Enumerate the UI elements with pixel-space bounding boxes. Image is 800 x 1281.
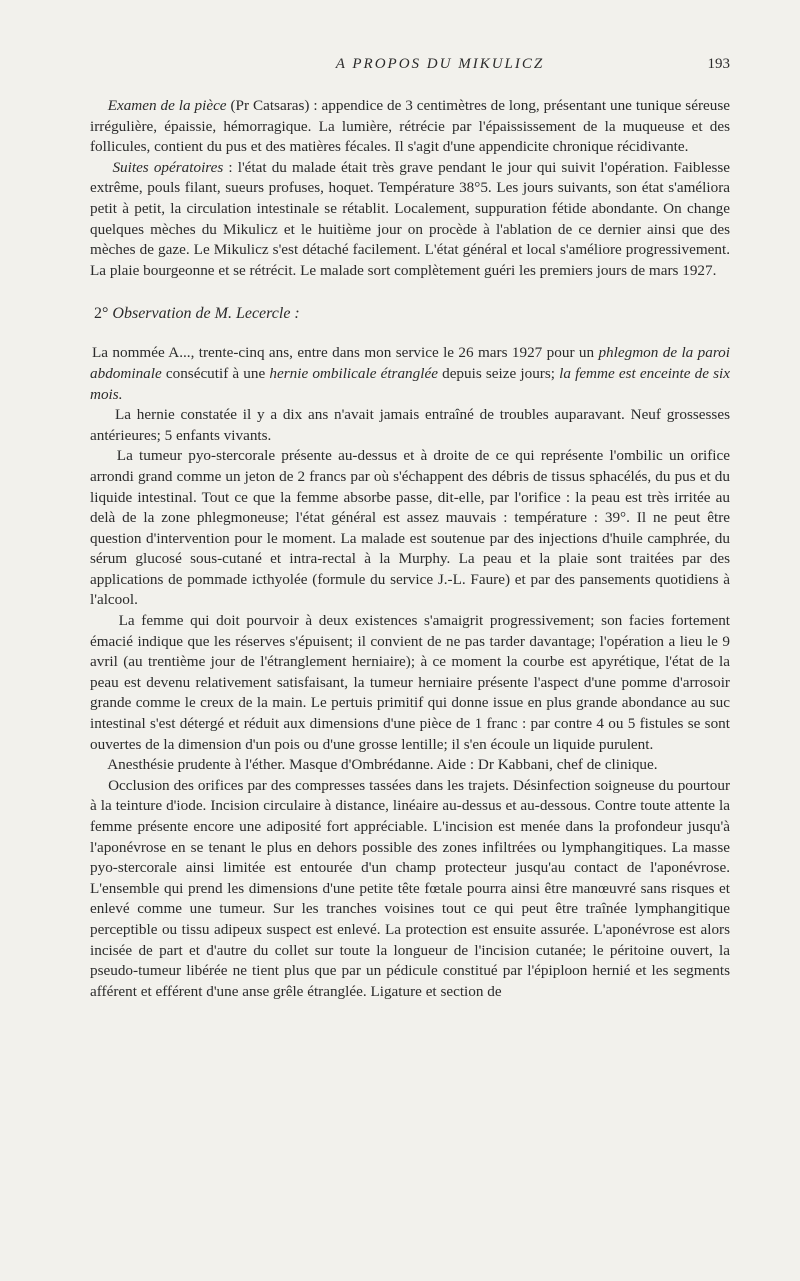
text-run-italic: phlegmon de la paroi abdominale bbox=[90, 344, 730, 382]
paragraph-occlusion bbox=[90, 776, 730, 1003]
paragraph-suites bbox=[90, 158, 730, 282]
text-run-italic: hernie ombilicale étranglée bbox=[269, 364, 438, 382]
paragraph-tumeur bbox=[90, 446, 730, 611]
paragraph-admission bbox=[90, 343, 730, 405]
heading-number: 2° bbox=[94, 305, 109, 323]
running-header bbox=[90, 56, 730, 82]
paragraph-text: Anesthésie prudente à l'éther. Masque d'Ombrédanne. Aide : Dr Kabbani, chef de clinique. bbox=[107, 756, 658, 774]
paragraph-lead: Examen de la pièce bbox=[107, 97, 227, 114]
text-run: La nommée A..., trente-cinq ans, entre dans mon service le 26 mars 1927 pour un bbox=[92, 344, 599, 362]
paragraph-anesthesie bbox=[90, 755, 730, 776]
text-run: depuis seize jours; bbox=[437, 364, 560, 382]
page-number: 193 bbox=[707, 56, 730, 72]
section-heading bbox=[90, 303, 730, 325]
paragraph-text: La hernie constatée il y a dix ans n'avait jamais entraîné de troubles auparavant. Neuf grossesses antérieures; 5 enfants vivants. bbox=[90, 406, 730, 444]
paragraph-text: (Pr Catsaras) : appendice de 3 centimètres de long, présentant une tunique séreuse irrégulière, épaissie, hémorragique. La lumière, rétrécie par l'épaississement de la muqueuse et des follicules, contient du pus et des matières fécales. Il s'agit d'une appendicite chronique récidivante. bbox=[90, 97, 730, 156]
paragraph-text: : l'état du malade était très grave pendant le jour qui suivit l'opération. Faiblesse extrême, pouls filant, sueurs profuses, hoquet. Température 38°5. Les jours suivants, son état s'améliora petit à petit, la circulation intestinale se rétablit. Localement, suppuration fétide abondante. On change quelques mèches du Mikulicz et le huitième jour on procède à l'ablation de ce dernier ainsi que des mèches de gaze. Le Mikulicz s'est détaché facilement. L'état général et local s'améliore progressivement. La plaie bourgeonne et se rétrécit. Le malade sort complètement guéri les premiers jours de mars 1927. bbox=[90, 158, 731, 279]
paragraph-lead: Suites opératoires bbox=[112, 158, 224, 176]
paragraph-text: La femme qui doit pourvoir à deux existences s'amaigrit progressivement; son facies fortement émacié indique que les réserves s'épuisent; il convient de ne pas tarder davantage; l'opération a lieu le 9 avril (au trentième jour de l'étranglement herniaire); à ce moment la courbe est apyrétique, l'état de la peau est devenu relativement satisfaisant, la tumeur herniaire présente l'aspect d'une pomme d'arrosoir grande comme le creux de la main. Le pertuis primitif qui donne issue en plus grande abondance au suc intestinal s'est détergé et réduit aux dimensions d'une pièce de 1 franc : par contre 4 ou 5 fistules se sont ouvertes de la dimension d'un pois ou d'une grosse lentille; il s'en écoule un liquide purulent. bbox=[90, 612, 731, 753]
paragraph-text: Occlusion des orifices par des compresses tassées dans les trajets. Désinfection soigneuse du pourtour à la teinture d'iode. Incision circulaire à distance, linéaire au-dessus et au-dessous. Contre toute attente la femme présente encore une adiposité fort appréciable. L'incision est menée dans la profondeur jusqu'à l'aponévrose en se tenant le plus en dehors possible des zones infiltrées ou lymphangitiques. La masse pyo-stercorale ainsi limitée est entourée d'un champ protecteur jusqu'au contact de l'aponévrose. L'ensemble qui prend les dimensions d'une petite tête fœtale pourra ainsi être manœuvré sans risques et enlevé comme une tumeur. Sur les tranches voisines tout ce qui peut être traînée lymphangitique perceptible ou tissu adipeux suspect est enlevé. La protection est ensuite assurée. L'aponévrose est alors incisée de part et d'autre du collet sur toute la longueur de l'incision cutanée; le péritoine ouvert, la pseudo-tumeur libérée ne tient plus que par un pédicule constitué par l'épiploon hernié et les segments afférent et efférent d'une anse grêle étranglée. Ligature et section de bbox=[90, 776, 731, 1000]
text-run: consécutif à une bbox=[161, 364, 270, 382]
text-run-italic: la femme est enceinte de six mois. bbox=[90, 364, 730, 403]
paragraph-operation-date bbox=[90, 611, 730, 755]
paragraph-examen bbox=[90, 96, 730, 158]
page-body bbox=[90, 96, 730, 1002]
running-title: A PROPOS DU MIKULICZ bbox=[335, 56, 545, 72]
paragraph-history bbox=[90, 405, 730, 446]
paragraph-text: La tumeur pyo-stercorale présente au-dessus et à droite de ce qui représente l'ombilic un orifice arrondi grand comme un jeton de 2 francs par où s'échappent des débris de tissus sphacélés, du pus et du liquide intestinal. Tout ce que la femme absorbe passe, dit-elle, par l'orifice : la peau est très irritée au delà de la zone phlegmoneuse; l'état général est assez mauvais : température : 39°. Il ne peut être question d'intervention pour le moment. La malade est soutenue par des injections d'huile camphrée, du sérum glucosé sous-cutané et intra-rectal à la Murphy. La peau et la plaie sont traitées par des applications de pommade icthyolée (formule du service J.-L. Faure) et par des pansements quotidiens à l'alcool. bbox=[90, 447, 731, 609]
heading-title: Observation de M. Lecercle : bbox=[112, 305, 300, 323]
